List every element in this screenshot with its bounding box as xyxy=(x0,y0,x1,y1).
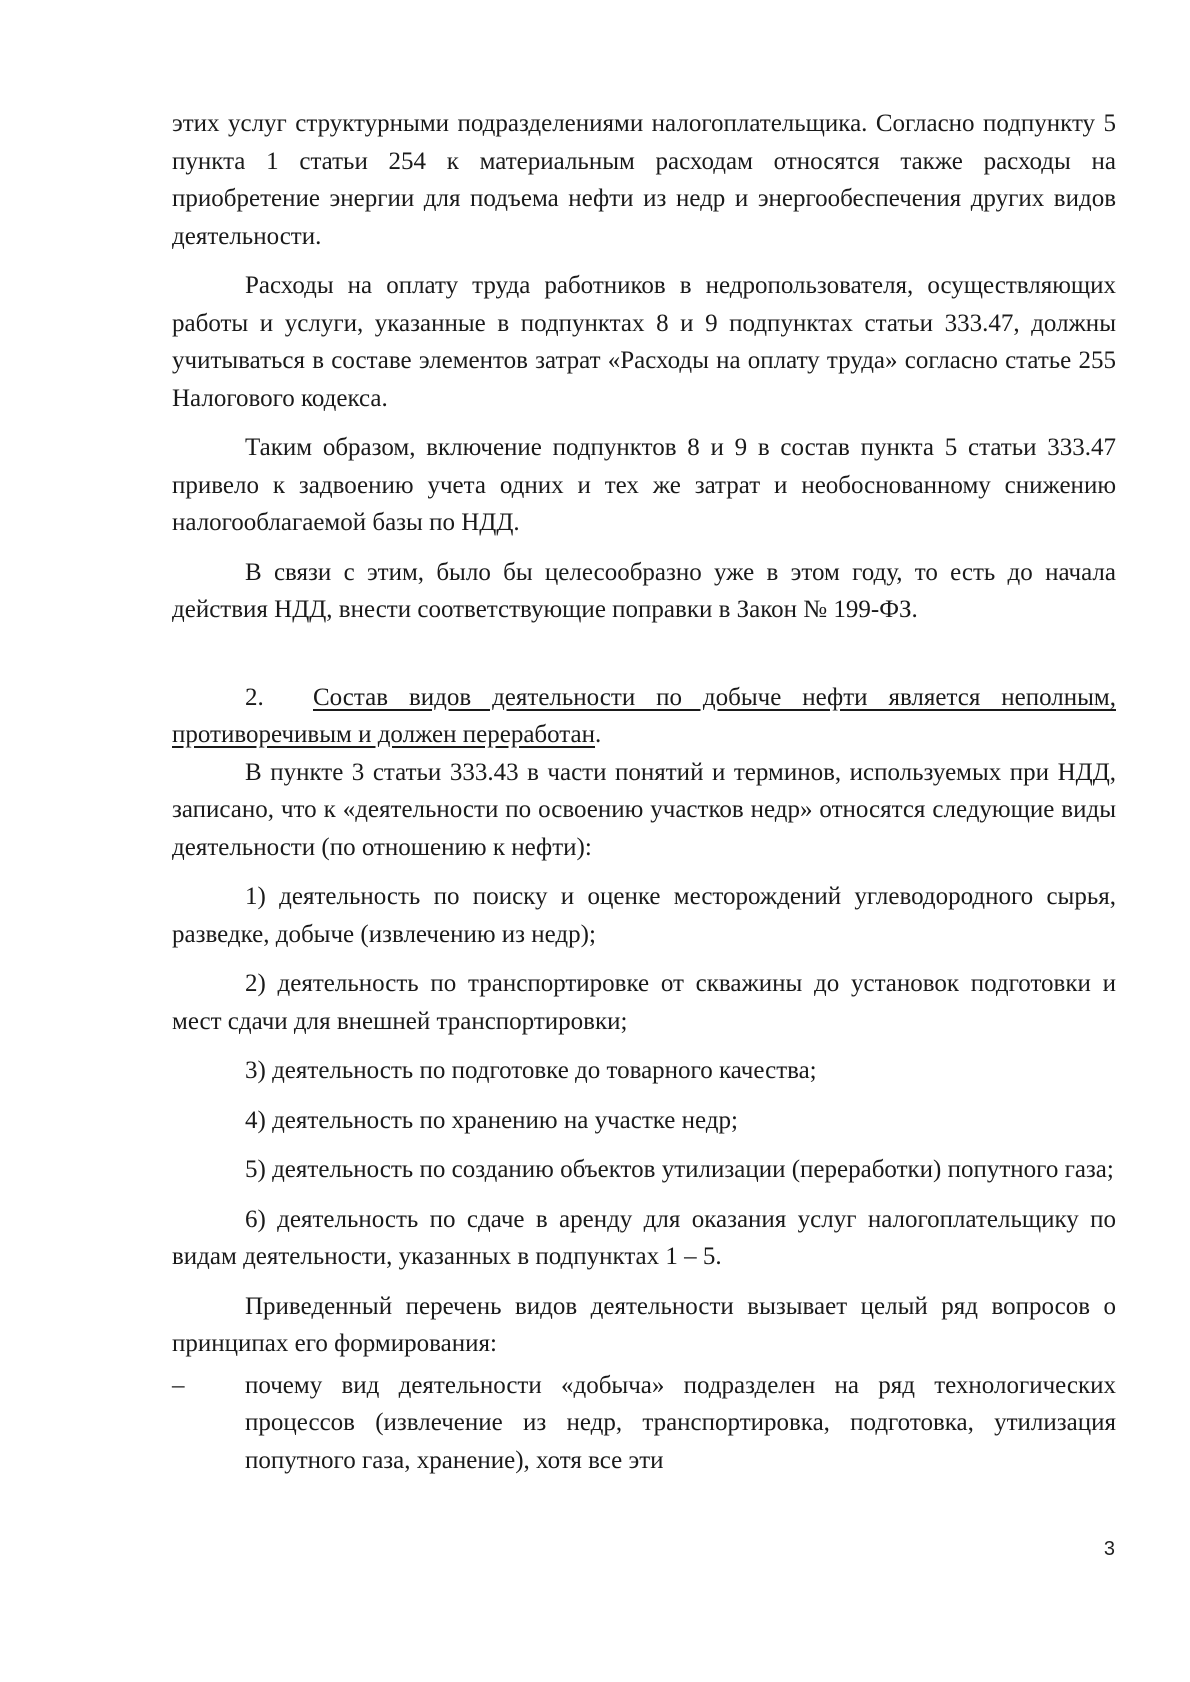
paragraph: Приведенный перечень видов деятельности вызывает целый ряд вопросов о принципах его формирования: xyxy=(172,1292,1116,1357)
paragraph: В пункте 3 статьи 333.43 в части понятий и терминов, используемых при НДД, записано, что к «деятельности по освоению участков недр» относятся следующие виды деятельности (по отношению к нефти): xyxy=(172,758,1116,861)
document-page xyxy=(172,105,1116,1479)
list-item: 2) деятельность по транспортировке от скважины до установок подготовки и мест сдачи для внешней транспортировки; xyxy=(172,970,1116,1035)
list-item: 4) деятельность по хранению на участке недр; xyxy=(245,1106,738,1134)
paragraph: Таким образом, включение подпунктов 8 и 9 в состав пункта 5 статьи 333.47 привело к задвоению учета одних и тех же затрат и необоснованному снижению налогооблагаемой базы по НДД. xyxy=(172,434,1116,536)
section-heading xyxy=(172,679,1116,754)
paragraph: Расходы на оплату труда работников в недропользователя, осуществляющих работы и услуги, указанные в подпунктах 8 и 9 подпунктах статьи 333.47, должны учитываться в составе элементов затрат «Расходы на оплату труда» согласно статье 255 Налогового кодекса. xyxy=(172,272,1116,412)
list-item: 3) деятельность по подготовке до товарного качества; xyxy=(245,1057,817,1084)
list-item: 5) деятельность по созданию объектов утилизации (переработки) попутного газа; xyxy=(245,1156,1114,1183)
paragraph: В связи с этим, было бы целесообразно уже в этом году, то есть до начала действия НДД, внести соответствующие поправки в Закон № 199-ФЗ. xyxy=(172,558,1116,623)
section-title-end: . xyxy=(595,721,602,748)
list-item: 6) деятельность по сдаче в аренду для оказания услуг налогоплательщику по видам деятельности, указанных в подпунктах 1 – 5. xyxy=(172,1205,1116,1270)
section-number: 2. xyxy=(245,683,264,711)
paragraph: этих услуг структурными подразделениями налогоплательщика. Согласно подпункту 5 пункта 1 статьи 254 к материальным расходам относятся также расходы на приобретение энергии для подъема нефти из недр и энергообеспечения других видов деятельности. xyxy=(172,110,1116,250)
dash-marker: – xyxy=(172,1371,185,1399)
dash-list-text: почему вид деятельности «добыча» подразделен на ряд технологических процессов (извлечение из недр, транспортировка, подготовка, утилизация попутного газа, хранение), хотя все эти xyxy=(245,1371,1116,1474)
list-item: 1) деятельность по поиску и оценке месторождений углеводородного сырья, разведке, добыче (извлечению из недр); xyxy=(172,883,1116,948)
section-title: Состав видов деятельности по добыче нефти является неполным, противоречивым и должен переработан xyxy=(172,683,1116,748)
page-number: 3 xyxy=(1103,1538,1115,1560)
dash-list-item xyxy=(172,1367,1116,1480)
